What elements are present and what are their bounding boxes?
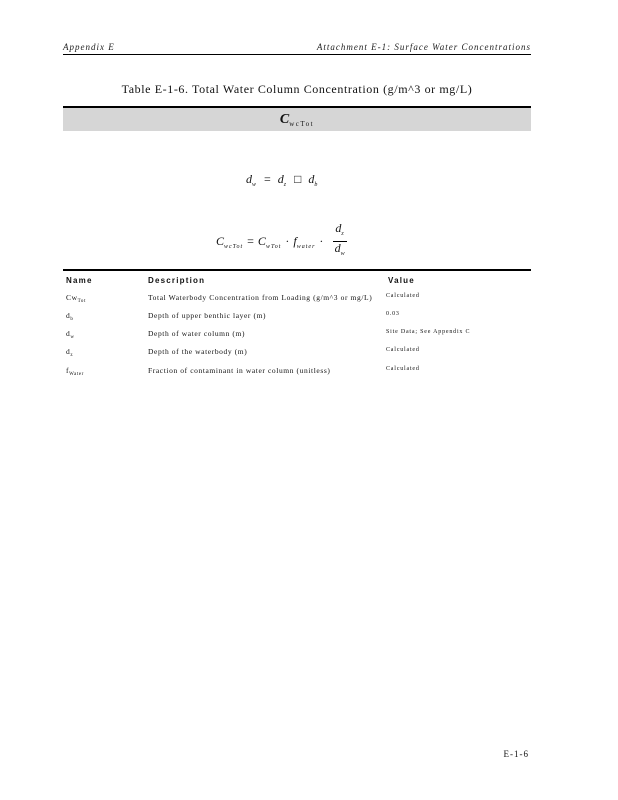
eq1-term1: d [277, 172, 284, 186]
row-value: Calculated [386, 293, 420, 299]
row-name: $Cw_{Tot}$ [66, 293, 87, 304]
equation-depth [246, 172, 318, 188]
eq1-equals: = [264, 172, 271, 186]
row-description: Fraction of contaminant in water column (unitless) [148, 366, 331, 375]
equation-variable-band [63, 108, 531, 131]
row-description: Depth of the waterbody (m) [148, 347, 248, 356]
table-title: Table E-1-6. Total Water Column Concentration (g/m^3 or mg/L) [121, 82, 473, 96]
band-symbol: C [279, 112, 290, 127]
row-description: Depth of water column (m) [148, 329, 246, 338]
eq2-equals: = [247, 234, 254, 248]
row-value: Site Data; See Appendix C [386, 329, 471, 335]
row-name: $f_{Water}$ [66, 366, 84, 377]
eq2-lhs: C [216, 233, 225, 248]
eq2-numerator: d [335, 221, 342, 235]
row-description: Depth of upper benthic layer (m) [148, 311, 267, 320]
row-name: $d_w$ [66, 329, 75, 340]
row-description: Total Waterbody Concentration from Loading (g/m^3 or mg/L) [148, 293, 373, 302]
eq2-dot1: · [285, 234, 290, 248]
eq2-term1-sub: wTot [265, 243, 282, 250]
row-value: Calculated [386, 347, 420, 353]
eq1-operator: □ [294, 172, 302, 186]
eq2-term2-sub: water [296, 243, 316, 250]
eq1-term2-sub: b [314, 182, 319, 188]
header-rule [63, 54, 531, 55]
eq2-dot2: · [319, 234, 324, 248]
row-value: 0.03 [386, 311, 400, 317]
eq2-numerator-sub: z [341, 231, 345, 237]
eq2-denominator: d [334, 241, 341, 255]
eq1-term1-sub: z [283, 182, 288, 188]
column-header-value: Value [388, 276, 415, 285]
eq1-lhs: d [246, 172, 252, 186]
eq2-term1: C [257, 233, 266, 248]
eq1-term2: d [308, 172, 315, 186]
header-left: Appendix E [63, 42, 115, 52]
eq1-lhs-sub: w [252, 182, 258, 188]
eq2-lhs-sub: wcTot [224, 243, 244, 250]
equation-concentration [216, 222, 347, 261]
table-top-rule [63, 269, 531, 271]
eq2-denominator-sub: w [340, 251, 346, 257]
band-subscript: wcTot [289, 120, 315, 128]
row-value: Calculated [386, 366, 420, 372]
header-right: Attachment E-1: Surface Water Concentrations [316, 42, 531, 52]
row-name: $d_z$ [66, 347, 74, 358]
eq2-fraction [333, 222, 346, 261]
page-number: E-1-6 [503, 749, 529, 759]
eq2-term2: f [293, 233, 297, 248]
column-header-name: Name [66, 276, 93, 285]
row-name: $d_b$ [66, 311, 74, 322]
column-header-description: Description [148, 276, 206, 285]
